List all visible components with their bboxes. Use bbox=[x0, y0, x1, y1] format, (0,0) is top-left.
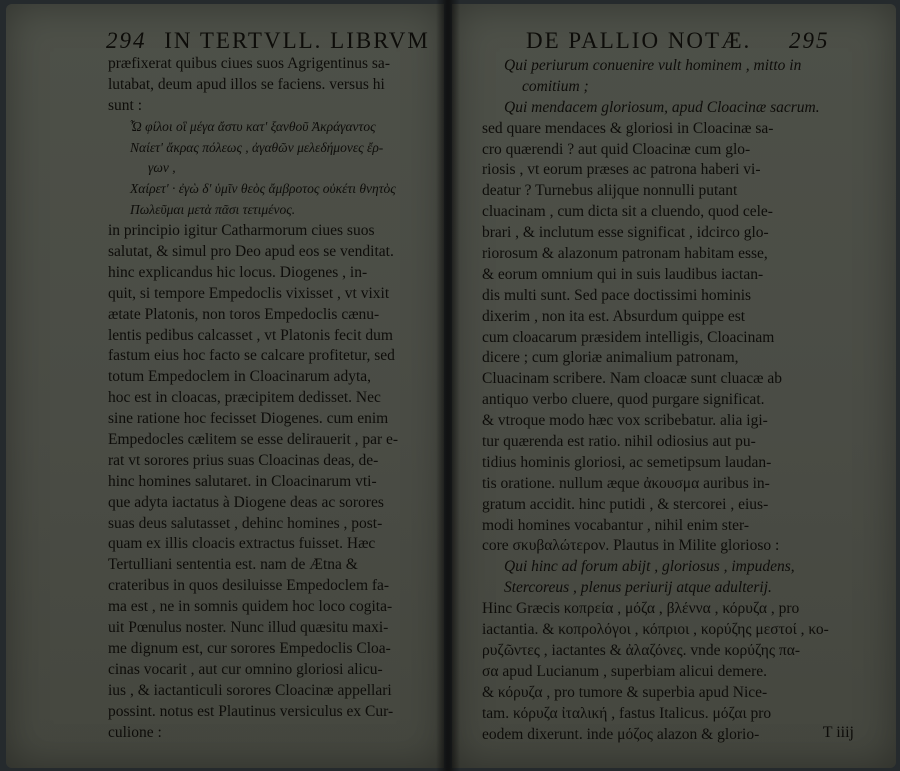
left-running-head bbox=[106, 28, 430, 54]
text-line: hinc homines salutaret. in Cloacinarum vti- bbox=[108, 472, 377, 490]
text-line: cum cloacarum præsidem intelligis, Cloacinam bbox=[482, 328, 775, 346]
text-line: core σκυβαλώτερον. Plautus in Milite glorioso : bbox=[482, 537, 780, 555]
text-line: deatur ? Turnebus alijque nonnulli putant bbox=[482, 182, 738, 200]
text-line: Tertulliani sententia est. nam de Ætna & bbox=[108, 556, 358, 574]
text-line: Qui periurum conuenire vult hominem , mitto in bbox=[504, 57, 802, 74]
text-line: quam ex illis cloacis extractus fuisset. Hæc bbox=[108, 535, 376, 553]
text-line: cluacinam , cum dicta sit a cluendo, quod cele- bbox=[482, 203, 773, 221]
text-line: tam. κόρυζα ἰταλική , fastus Italicus. μόζαι pro bbox=[482, 704, 772, 722]
text-line: eodem dixerunt. inde μόζος alazon & glorio- bbox=[482, 725, 760, 743]
text-line: dicere ; cum gloriæ animalium patronam, bbox=[482, 349, 739, 367]
text-line: riorosum & alazonum patronam habitam esse, bbox=[482, 245, 768, 263]
text-line: Ὦ φίλοι οἳ μέγα ἄστυ κατ' ξανθοῦ Ἀκράγαντος bbox=[130, 118, 376, 134]
left-page bbox=[6, 4, 444, 768]
right-running-head-text: DE PALLIO NOTÆ. bbox=[526, 28, 752, 53]
text-line: Hinc Græcis κοπρεία , μόζα , βλέννα , κόρυζα , pro bbox=[482, 600, 800, 618]
text-line: antiquo verbo cluere, quod purgare significat. bbox=[482, 391, 765, 409]
text-line: Qui mendacem gloriosum, apud Cloacinæ sacrum. bbox=[504, 98, 820, 116]
text-line: dis multi sunt. Sed pace doctissimi hominis bbox=[482, 286, 752, 304]
text-line: tis oratione. nullum æque ἀκουσμα auribus in- bbox=[482, 474, 770, 492]
text-line: & eorum omnium qui in suis laudibus iactan- bbox=[482, 265, 764, 283]
text-line: gratum accidit. hinc putidi , & stercorei , eius- bbox=[482, 495, 769, 513]
text-line: tidius hominis gloriosi, ac semetipsum laudan- bbox=[482, 453, 772, 471]
text-line: salutat, & simul pro Deo apud eos se venditat. bbox=[108, 243, 394, 261]
text-line: sed quare mendaces & gloriosi in Cloacinæ sa- bbox=[482, 119, 774, 137]
text-line: in principio igitur Catharmorum ciues suos bbox=[108, 222, 375, 240]
text-line: quit, si tempore Empedoclis vixisset , vt vixit bbox=[108, 284, 390, 302]
text-line: præfixerat quibus ciues suos Agrigentinus sa- bbox=[108, 55, 390, 72]
left-page-number: 294 bbox=[106, 28, 147, 53]
text-line: σα apud Lucianum , superbiam alicui demere. bbox=[482, 662, 768, 680]
text-line: Πωλεῦμαι μετὰ πᾶσι τετιμένος. bbox=[130, 202, 296, 218]
text-line: γων , bbox=[148, 160, 176, 176]
text-line: ætate Platonis, non toros Empedoclis cænu- bbox=[108, 305, 380, 323]
text-line: Empedocles cælitem se esse delirauerit , par e- bbox=[108, 431, 399, 449]
right-running-head bbox=[526, 28, 830, 54]
text-line: cinas vocarit , aut cur omnino gloriosi alicu- bbox=[108, 660, 383, 678]
text-line: uit Pœnulus noster. Nunc illud quæsitu maxi- bbox=[108, 619, 389, 637]
text-line: culione : bbox=[108, 723, 162, 741]
text-line: rat vt sorores prius suas Cloacinas deas, de- bbox=[108, 451, 379, 469]
text-line: fastum eius hoc facto se calcare profitetur, sed bbox=[108, 347, 395, 365]
text-line: sine ratione hoc fecisset Diogenes. cum enim bbox=[108, 410, 389, 428]
text-line: lutabat, deum apud illos se faciens. versus hi bbox=[108, 75, 385, 93]
text-line: ius , & iactanticuli sorores Cloacinæ appellari bbox=[108, 681, 392, 699]
text-line: Stercoreus , plenus periurij atque adulterij. bbox=[504, 579, 772, 597]
left-page-body bbox=[108, 54, 438, 743]
text-line: Cluacinam scribere. Nam cloacæ sunt cluacæ ab bbox=[482, 370, 782, 388]
text-line: que adyta iactatus à Diogene deas ac sorores bbox=[108, 493, 384, 511]
text-line: dixerim , non ita est. Absurdum quippe est bbox=[482, 307, 746, 325]
text-line: lentis pedibus calcasset , vt Platonis fecit dum bbox=[108, 326, 393, 344]
left-running-head-text: IN TERTVLL. LIBRVM bbox=[164, 28, 430, 53]
text-line: & vtroque modo hæc vox scribebatur. alia igi- bbox=[482, 412, 768, 430]
text-line: ρυζῶντες , iactantes & ἀλαζόνες. vnde κορύζης πα- bbox=[482, 641, 801, 659]
text-line: sunt : bbox=[108, 96, 143, 114]
text-line: crateribus in quos desiluisse Empedoclem fa- bbox=[108, 577, 390, 595]
text-line: hoc est in cloacas, præcipitem dedisset. Nec bbox=[108, 389, 381, 407]
right-page bbox=[452, 4, 896, 768]
text-line: riosis , vt eorum præses ac patrona haberi vi- bbox=[482, 161, 761, 179]
text-line: brari , & inclutum esse significat , idcirco glo- bbox=[482, 224, 769, 242]
text-line: iactantia. & κοπρολόγοι , κόπριοι , κορύζης μεστοί , κο- bbox=[482, 621, 829, 639]
right-page-body bbox=[482, 56, 882, 745]
text-line: modi homines vocabantur , nihil enim ster- bbox=[482, 516, 750, 534]
text-line: Χαίρετ' · ἐγὼ δ' ὑμῖν θεὸς ἄμβροτος οὐκέτι θνητὸς bbox=[130, 181, 396, 197]
book-gutter bbox=[436, 0, 460, 771]
text-line: cro quærendi ? aut quid Cloacinæ cum glo- bbox=[482, 140, 751, 158]
text-line: ma est , ne in somnis quidem hoc loco cogita- bbox=[108, 598, 393, 616]
text-line: possint. notus est Plautinus versiculus ex Cur- bbox=[108, 702, 394, 720]
text-line: Qui hinc ad forum abijt , gloriosus , impudens, bbox=[504, 558, 795, 576]
text-line: hinc explicandus hic locus. Diogenes , in- bbox=[108, 263, 368, 281]
text-line: Ναίετ' ἄκρας πόλεως , ἀγαθῶν μελεδήμονες ἔρ- bbox=[130, 139, 384, 155]
text-line: suas deus salutasset , dehinc homines , post- bbox=[108, 514, 383, 532]
text-line: me dignum est, cur sorores Empedoclis Cloa- bbox=[108, 639, 391, 657]
right-page-number: 295 bbox=[789, 28, 830, 53]
text-line: tur quærenda est ratio. nihil odiosius aut pu- bbox=[482, 433, 756, 451]
signature-mark: T iiij bbox=[822, 724, 854, 741]
text-line: & κόρυζα , pro tumore & superbia apud Nice- bbox=[482, 683, 768, 701]
text-line: comitium ; bbox=[522, 77, 589, 95]
text-line: totum Empedoclem in Cloacinarum adyta, bbox=[108, 368, 372, 386]
